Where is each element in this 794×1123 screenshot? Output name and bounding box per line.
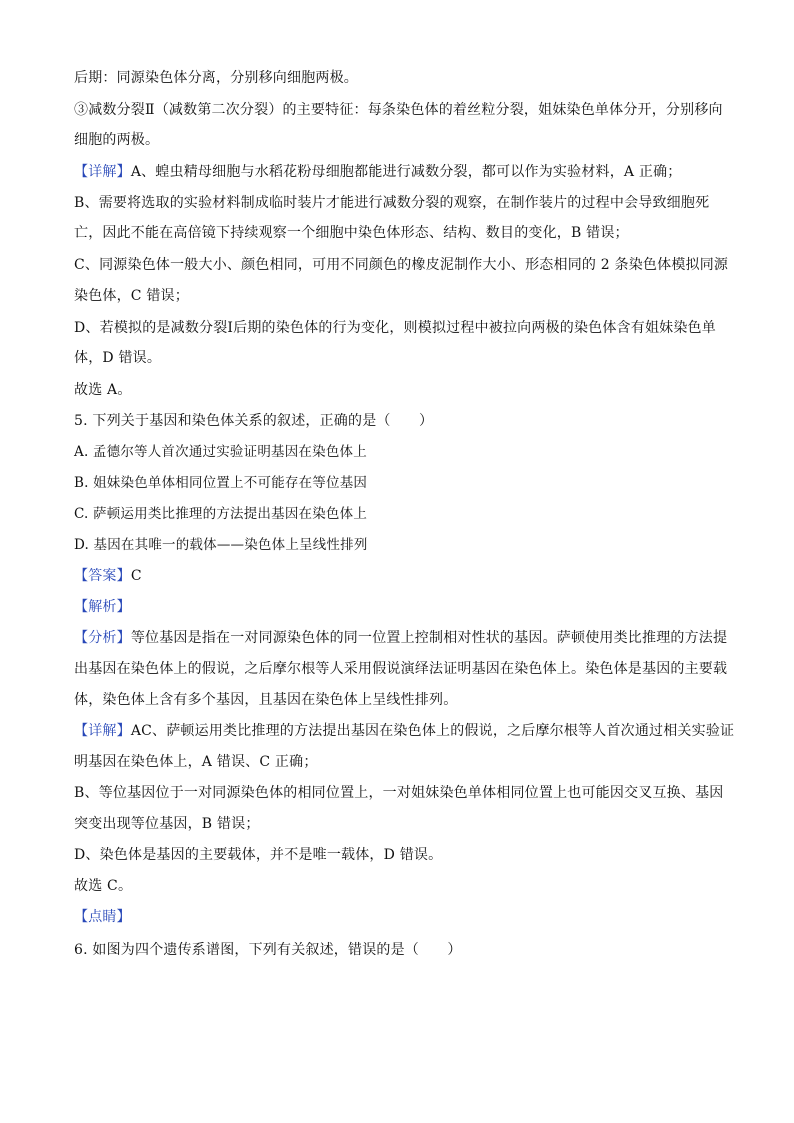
- detail-paragraph: [74, 721, 735, 741]
- text-line: 出基因在染色体上的假说，之后摩尔根等人采用假说演绎法证明基因在染色体上。染色体是基因的主要载: [74, 661, 728, 677]
- dianjing-tag: 【点睛】: [74, 909, 131, 925]
- dianjing-line: [74, 907, 724, 927]
- text-line: 染色体，C 错误；: [74, 288, 189, 304]
- text-line: 体，D 错误。: [74, 350, 162, 366]
- text-line: AC、萨顿运用类比推理的方法提出基因在染色体上的假说，之后摩尔根等人首次通过相关实验证: [130, 723, 735, 739]
- text-line: 突变出现等位基因，B 错误；: [74, 816, 260, 832]
- detail-tag: 【详解】: [74, 723, 131, 739]
- text-line: 体，染色体上含有多个基因，且基因在染色体上呈线性排列。: [74, 692, 458, 708]
- question-5: 5. 下列关于基因和染色体关系的叙述，正确的是（ ）: [74, 413, 434, 429]
- text-line: 后期：同源染色体分离，分别移向细胞两极。: [74, 70, 358, 86]
- detail-tag: 【详解】: [74, 164, 131, 180]
- answer-line: [74, 566, 724, 586]
- text-line: 故选 A。: [74, 382, 132, 398]
- text-line: 故选 C。: [74, 878, 133, 894]
- text-line: D、若模拟的是减数分裂Ⅰ后期的染色体的行为变化，则模拟过程中被拉向两极的染色体含有姐妹染色单: [74, 320, 716, 336]
- text-line: 亡，因此不能在高倍镜下持续观察一个细胞中染色体形态、结构、数目的变化，B 错误；: [74, 225, 629, 241]
- text-line: 等位基因是指在一对同源染色体的同一位置上控制相对性状的基因。萨顿使用类比推理的方法提: [130, 630, 728, 646]
- text-line: 细胞的两极。: [74, 132, 160, 148]
- text-line: 明基因在染色体上，A 错误、C 正确；: [74, 754, 318, 770]
- question-6: 6. 如图为四个遗传系谱图，下列有关叙述，错误的是（ ）: [74, 942, 462, 958]
- option-a: A. 孟德尔等人首次通过实验证明基因在染色体上: [74, 444, 367, 460]
- text-line: C、同源染色体一般大小、颜色相同，可用不同颜色的橡皮泥制作大小、形态相同的 2 条染色体模拟同源: [74, 257, 729, 273]
- option-d: D. 基因在其唯一的载体——染色体上呈线性排列: [74, 537, 368, 553]
- fenxi-tag: 【分析】: [74, 630, 131, 646]
- detail-paragraph: [74, 162, 724, 182]
- answer-tag: 【答案】: [74, 568, 131, 584]
- text-line: B、需要将选取的实验材料制成临时装片才能进行减数分裂的观察，在制作装片的过程中会导致细胞死: [74, 195, 710, 211]
- analysis-line: [74, 597, 724, 617]
- text-line: D、染色体是基因的主要载体，并不是唯一载体，D 错误。: [74, 847, 443, 863]
- fenxi-paragraph: [74, 628, 728, 648]
- option-c: C. 萨顿运用类比推理的方法提出基因在染色体上: [74, 506, 368, 522]
- text-line: ③减数分裂Ⅱ（减数第二次分裂）的主要特征：每条染色体的着丝粒分裂，姐妹染色单体分开，分别移向: [74, 102, 723, 118]
- text-line: B、等位基因位于一对同源染色体的相同位置上，一对姐妹染色单体相同位置上也可能因交叉互换、基因: [74, 785, 724, 801]
- option-b: B. 姐妹染色单体相同位置上不可能存在等位基因: [74, 475, 368, 491]
- text-line: A、蝗虫精母细胞与水稻花粉母细胞都能进行减数分裂，都可以作为实验材料，A 正确；: [130, 164, 682, 180]
- analysis-tag: 【解析】: [74, 599, 131, 615]
- answer-value: C: [130, 568, 142, 584]
